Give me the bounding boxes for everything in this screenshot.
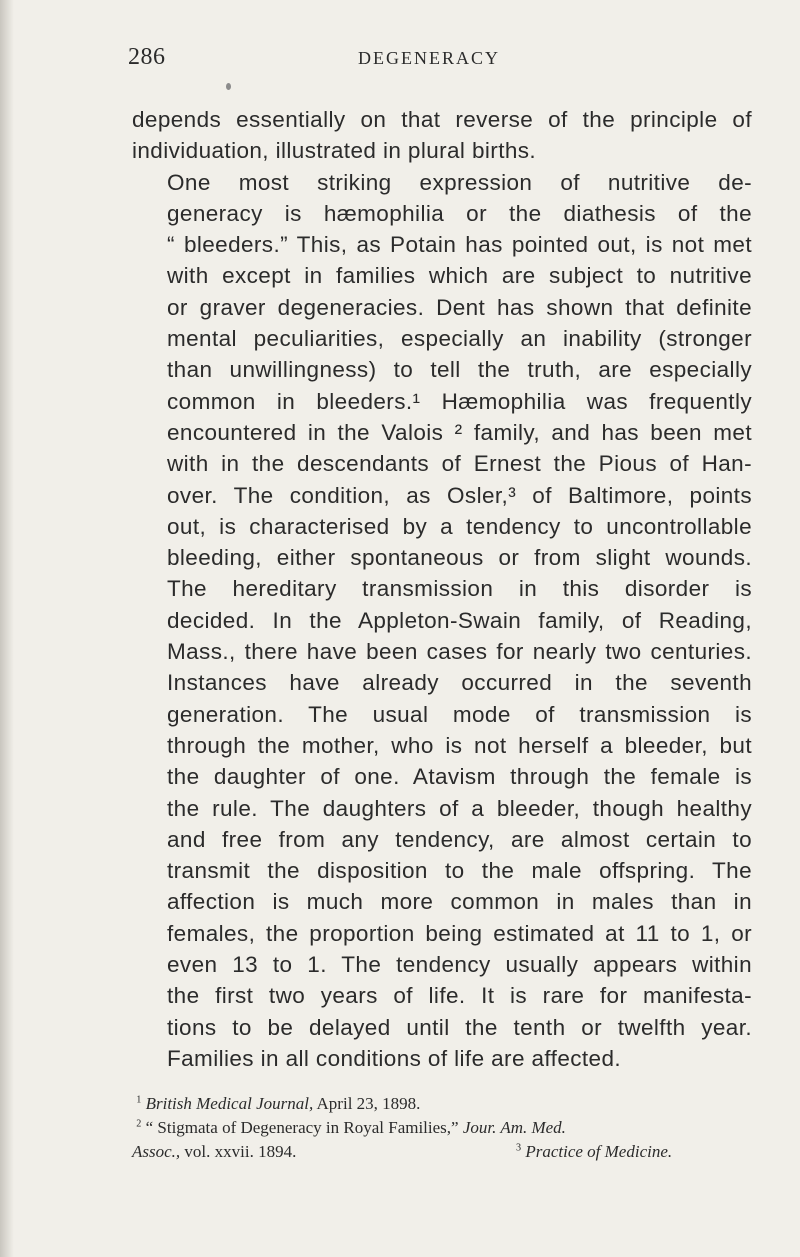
footnote-journal: Jour. Am. Med. [462, 1118, 566, 1137]
text-line: generacy is hæmophilia or the diathesis of the [167, 200, 752, 226]
footnotes [132, 1092, 752, 1164]
text-line: Families in all conditions of life are affected. [167, 1045, 622, 1071]
text-line: mental peculiarities, especially an inability (stronger [167, 326, 752, 352]
running-head: DEGENERACY [358, 48, 500, 68]
text-line: the rule. The daughters of a bleeder, though healthy [167, 795, 752, 821]
footnote-marker: 2 [136, 1118, 142, 1130]
footnote-title: Practice of Medicine. [525, 1142, 673, 1161]
text-line: than unwillingness) to tell the truth, are especially [167, 357, 752, 383]
paragraph-2 [132, 167, 752, 1075]
text-line: or graver degeneracies. Dent has shown that definite [167, 294, 752, 320]
text-line: through the mother, who is not herself a bleeder, but [167, 732, 752, 758]
text-line: females, the proportion being estimated at 11 to 1, or [167, 920, 752, 946]
footnote-marker: 1 [136, 1094, 142, 1106]
footnote-2 [132, 1116, 752, 1140]
footnote-text: April 23, 1898. [313, 1094, 421, 1113]
footnote-1 [132, 1092, 752, 1116]
footnote-2-continued [132, 1140, 752, 1164]
page-edge-shadow [0, 0, 14, 1257]
text-line: generation. The usual mode of transmission is [167, 701, 752, 727]
footnote-text: “ Stigmata of Degeneracy in Royal Families,” [145, 1118, 459, 1137]
footnote-text: vol. xxvii. 1894. [180, 1142, 297, 1161]
text-line: out, is characterised by a tendency to uncontrollable [167, 513, 752, 539]
text-line: depends essentially on that reverse of the principle of [132, 107, 752, 132]
footnote-title: British Medical Journal, [145, 1094, 314, 1113]
page-header [128, 44, 748, 78]
text-line: even 13 to 1. The tendency usually appears within [167, 952, 752, 978]
paragraph-1 [132, 104, 752, 167]
text-line: common in bleeders.¹ Hæmophilia was frequently [167, 388, 752, 414]
body-text [132, 104, 752, 1074]
text-line: encountered in the Valois ² family, and has been met [167, 419, 752, 445]
text-line: Mass., there have been cases for nearly two centuries. [167, 639, 752, 665]
text-line: transmit the disposition to the male offspring. The [167, 858, 752, 884]
text-line: decided. In the Appleton-Swain family, of Reading, [167, 607, 752, 633]
text-line: the first two years of life. It is rare for manifesta- [167, 983, 752, 1009]
text-line: over. The condition, as Osler,³ of Baltimore, points [167, 482, 752, 508]
text-line: “ bleeders.” This, as Potain has pointed out, is not met [167, 232, 752, 258]
ink-speck [226, 83, 231, 90]
text-line: One most striking expression of nutritive de- [167, 169, 752, 195]
footnote-marker: 3 [516, 1142, 522, 1154]
text-line: affection is much more common in males than in [167, 889, 752, 915]
text-line: tions to be delayed until the tenth or twelfth year. [167, 1014, 752, 1040]
text-line: individuation, illustrated in plural births. [132, 138, 537, 164]
text-line: bleeding, either spontaneous or from slight wounds. [167, 545, 752, 571]
text-line: with except in families which are subject to nutritive [167, 263, 752, 289]
text-line: The hereditary transmission in this disorder is [167, 576, 752, 602]
page-number: 286 [128, 44, 166, 70]
footnote-3 [516, 1140, 672, 1164]
text-line: with in the descendants of Ernest the Pious of Han- [167, 451, 752, 477]
text-line: and free from any tendency, are almost certain to [167, 826, 752, 852]
text-line: Instances have already occurred in the seventh [167, 670, 752, 696]
text-line: the daughter of one. Atavism through the female is [167, 764, 752, 790]
footnote-journal-cont: Assoc., [132, 1142, 181, 1161]
